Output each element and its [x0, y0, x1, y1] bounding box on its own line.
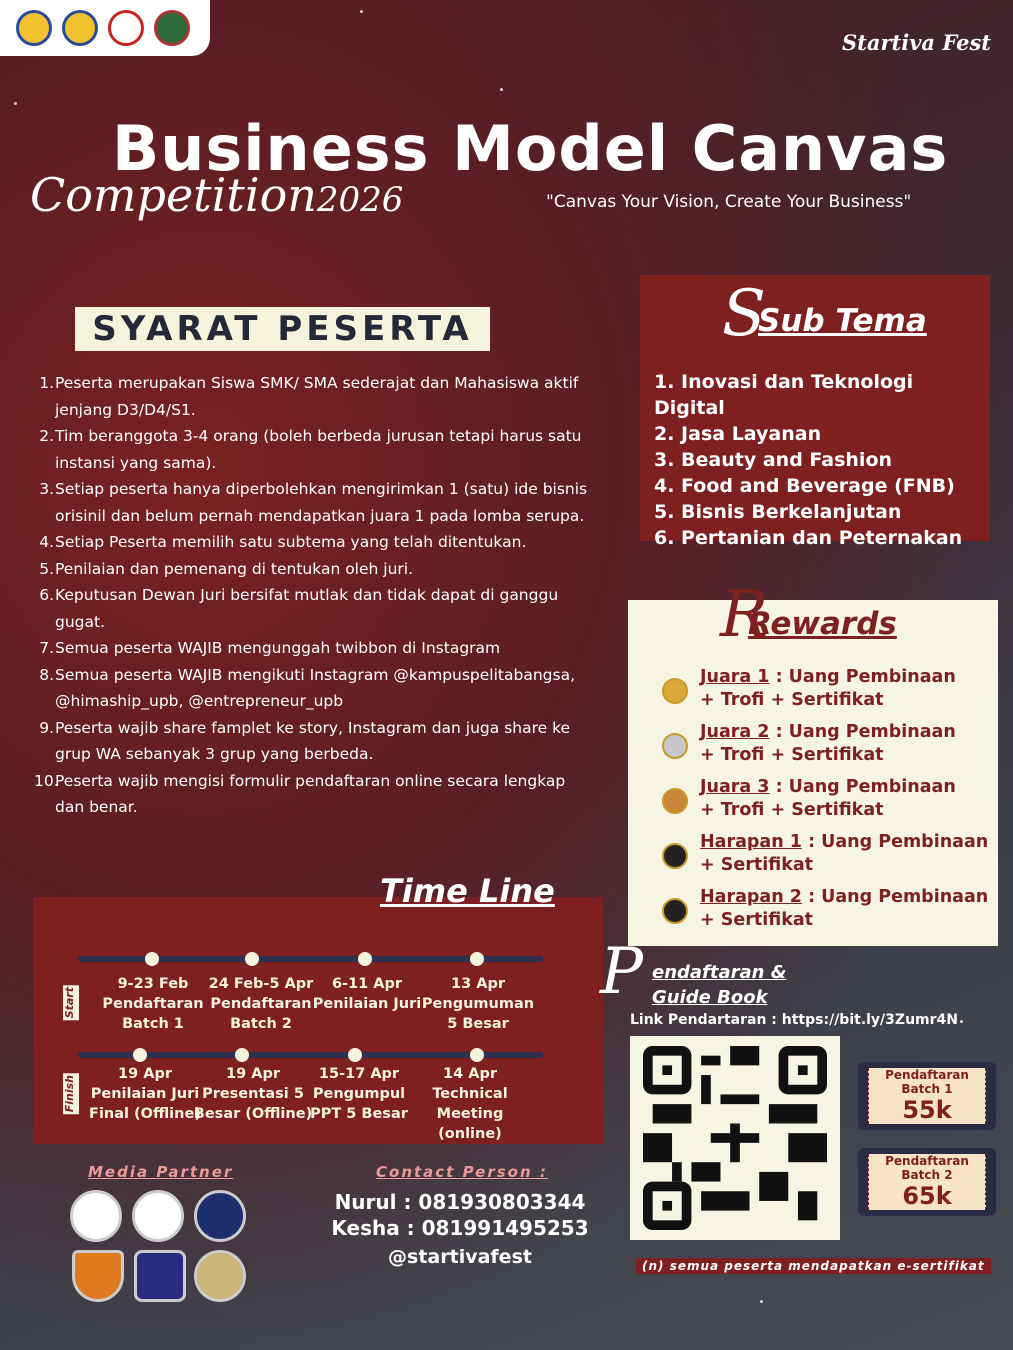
requirement-item — [34, 529, 594, 556]
reward-extra: + Trofi + Sertifikat — [700, 745, 884, 765]
timeline-heading: Time Line — [380, 872, 555, 910]
partner-logo-icon — [70, 1190, 122, 1242]
item-text: Semua peserta WAJIB mengunggah twibbon di Instagram — [55, 639, 501, 657]
ticket-label: Pendaftaran — [885, 1154, 969, 1168]
reward-prize: : Uang Pembinaan — [775, 777, 956, 797]
item-text: Setiap Peserta memilih satu subtema yang telah ditentukan. — [55, 533, 527, 551]
reward-title: Juara 2 — [700, 722, 770, 742]
timeline-event — [85, 1064, 205, 1124]
requirement-item — [34, 556, 594, 583]
requirements-list — [34, 370, 594, 821]
reward-item — [662, 721, 956, 767]
event-date: 19 Apr — [118, 1066, 172, 1082]
item-number: 10. — [34, 771, 59, 790]
event-year: 2026 — [316, 180, 404, 220]
partner-logo-icon — [134, 1250, 186, 1302]
reward-extra: + Sertifikat — [700, 855, 814, 875]
instagram-handle[interactable]: @startivafest — [388, 1246, 532, 1268]
requirements-heading: SYARAT PESERTA — [75, 307, 490, 351]
timeline-dot — [470, 952, 484, 966]
reward-item — [662, 831, 988, 877]
certificate-note: (n) semua peserta mendapatkan e-sertifikat — [636, 1258, 991, 1274]
item-number: 7. — [39, 639, 54, 657]
timeline-dot — [358, 952, 372, 966]
requirement-item — [34, 423, 594, 476]
timeline-event — [193, 1064, 313, 1124]
event-date: 6-11 Apr — [331, 976, 403, 992]
event-desc: Pendaftaran Batch 1 — [102, 996, 204, 1032]
requirement-item — [34, 662, 594, 715]
reward-title: Harapan 1 — [700, 832, 802, 852]
logo-icon — [16, 10, 52, 46]
reward-prize: : Uang Pembinaan — [808, 887, 989, 907]
reward-item — [662, 666, 956, 712]
item-text: Keputusan Dewan Juri bersifat mutlak dan tidak dapat di ganggu gugat. — [55, 586, 559, 631]
list-item: 4. Food and Beverage (FNB) — [654, 475, 955, 497]
brand-logo: Startiva Fest — [842, 30, 991, 55]
requirement-item — [34, 476, 594, 529]
ticket-batch: Batch 2 — [901, 1168, 953, 1182]
reward-prize: : Uang Pembinaan — [775, 722, 956, 742]
event-date: 9-23 Feb — [117, 976, 189, 992]
event-subtitle: Competition2026 — [30, 168, 404, 222]
requirement-item — [34, 635, 594, 662]
item-number: 5. — [39, 559, 54, 578]
registration-link[interactable]: Link Pendartaran : https://bit.ly/3Zumr4N — [630, 1012, 958, 1028]
contact-heading: Contact Person : — [376, 1163, 548, 1181]
rewards-heading: Rewards — [748, 606, 897, 642]
partner-logo-icon — [194, 1190, 246, 1242]
item-number: 9. — [39, 718, 54, 737]
reward-extra: + Sertifikat — [700, 910, 814, 930]
medal-icon — [662, 843, 688, 869]
medal-icon — [662, 788, 688, 814]
logo-icon — [108, 10, 144, 46]
price-ticket — [858, 1062, 996, 1130]
reward-extra: + Trofi + Sertifikat — [700, 800, 884, 820]
medal-icon — [662, 898, 688, 924]
event-date: 24 Feb-5 Apr — [208, 976, 314, 992]
decorative-letter: P — [600, 935, 644, 1009]
event-title: Business Model Canvas — [112, 112, 949, 185]
item-text: Semua peserta WAJIB mengikuti Instagram @kampuspelitabangsa, @himaship_upb, @entrepreneur_upb — [55, 665, 575, 710]
item-number: 6. — [39, 586, 54, 604]
medal-icon — [662, 733, 688, 759]
logo-icon — [154, 10, 190, 46]
timeline-event — [201, 974, 321, 1034]
list-item: 2. Jasa Layanan — [654, 423, 822, 445]
item-text: Tim beranggota 3-4 orang (boleh berbeda jurusan tetapi harus satu instansi yang sama). — [55, 427, 582, 472]
item-text: Penilaian dan pemenang di tentukan oleh juri. — [55, 559, 414, 578]
event-desc: Technical Meeting (online) — [432, 1086, 508, 1142]
medal-icon — [662, 678, 688, 704]
event-date: 13 Apr — [451, 976, 505, 992]
finish-label: Finish — [63, 1073, 79, 1114]
ticket-price: 65k — [902, 1182, 952, 1210]
item-text: Peserta wajib mengisi formulir pendaftaran online secara lengkap dan benar. — [55, 771, 566, 816]
partner-logo-icon — [72, 1250, 124, 1302]
list-item: 3. Beauty and Fashion — [654, 449, 893, 471]
contact-line: Nurul : 081930803344 — [334, 1190, 586, 1214]
timeline-dot — [235, 1048, 249, 1062]
subtheme-panel — [640, 275, 990, 549]
reward-item — [662, 776, 956, 822]
tagline: "Canvas Your Vision, Create Your Business" — [546, 192, 912, 212]
event-date: 14 Apr — [443, 1066, 497, 1082]
item-number: 3. — [39, 480, 54, 498]
rewards-panel — [628, 578, 998, 946]
registration-heading: endaftaran & Guide Book — [652, 962, 787, 1008]
subtheme-list — [654, 369, 990, 551]
list-item: 5. Bisnis Berkelanjutan — [654, 501, 902, 523]
timeline-panel — [33, 897, 603, 1144]
reward-title: Harapan 2 — [700, 887, 802, 907]
item-text: Peserta wajib share famplet ke story, Instagram dan juga share ke grup WA sebanyak 3 grup yang berbeda. — [55, 718, 571, 763]
timeline-event — [418, 974, 538, 1034]
event-desc: Pendaftaran Batch 2 — [210, 996, 312, 1032]
event-desc: Presentasi 5 Besar (Offline) — [193, 1086, 313, 1122]
logo-icon — [62, 10, 98, 46]
decorative-letter: S — [722, 277, 766, 351]
ticket-label: Pendaftaran — [885, 1068, 969, 1082]
item-number: 2. — [39, 427, 54, 445]
event-desc: Penilaian Juri Final (Offline) — [89, 1086, 201, 1122]
subtheme-heading: Sub Tema — [758, 303, 927, 339]
price-ticket — [858, 1148, 996, 1216]
start-label: Start — [63, 985, 79, 1020]
qr-code[interactable] — [630, 1036, 840, 1240]
media-partner-heading: Media Partner — [88, 1163, 234, 1181]
event-desc: Pengumpul PPT 5 Besar — [310, 1086, 408, 1122]
item-number: 8. — [39, 665, 54, 684]
requirement-item — [34, 768, 594, 821]
timeline-event — [410, 1064, 530, 1144]
requirement-item — [34, 582, 594, 635]
event-desc: Penilaian Juri — [312, 996, 422, 1012]
list-item: 6. Pertanian dan Peternakan — [654, 527, 963, 549]
event-desc: Pengumuman 5 Besar — [421, 996, 535, 1032]
qr-code-icon — [640, 1046, 830, 1230]
list-item: 1. Inovasi dan Teknologi Digital — [654, 371, 914, 419]
decorative-letter: R — [720, 578, 769, 652]
institution-logos — [0, 0, 210, 56]
requirement-item — [34, 715, 594, 768]
event-date: 19 Apr — [226, 1066, 280, 1082]
reward-prize: : Uang Pembinaan — [775, 667, 956, 687]
reward-title: Juara 1 — [700, 667, 770, 687]
timeline-dot — [145, 952, 159, 966]
timeline-event — [307, 974, 427, 1014]
item-number: 4. — [39, 533, 54, 551]
partner-logo-icon — [194, 1250, 246, 1302]
reward-prize: : Uang Pembinaan — [808, 832, 989, 852]
ticket-batch: Batch 1 — [901, 1082, 953, 1096]
item-text: Peserta merupakan Siswa SMK/ SMA sederajat dan Mahasiswa aktif jenjang D3/D4/S1. — [55, 374, 579, 419]
timeline-event — [299, 1064, 419, 1124]
partner-logo-icon — [132, 1190, 184, 1242]
ticket-price: 55k — [902, 1096, 952, 1124]
reward-extra: + Trofi + Sertifikat — [700, 690, 884, 710]
reward-title: Juara 3 — [700, 777, 770, 797]
item-text: Setiap peserta hanya diperbolehkan mengirimkan 1 (satu) ide bisnis orisinil dan belum pernah mendapatkan juara 1 pada lomba serupa. — [55, 480, 588, 525]
timeline-dot — [133, 1048, 147, 1062]
timeline-dot — [470, 1048, 484, 1062]
item-number: 1. — [39, 374, 54, 392]
timeline-dot — [245, 952, 259, 966]
contact-line: Kesha : 081991495253 — [331, 1216, 589, 1240]
event-date: 15-17 Apr — [318, 1066, 400, 1082]
requirement-item — [34, 370, 594, 423]
reward-item — [662, 886, 988, 932]
timeline-event — [93, 974, 213, 1034]
timeline-dot — [348, 1048, 362, 1062]
